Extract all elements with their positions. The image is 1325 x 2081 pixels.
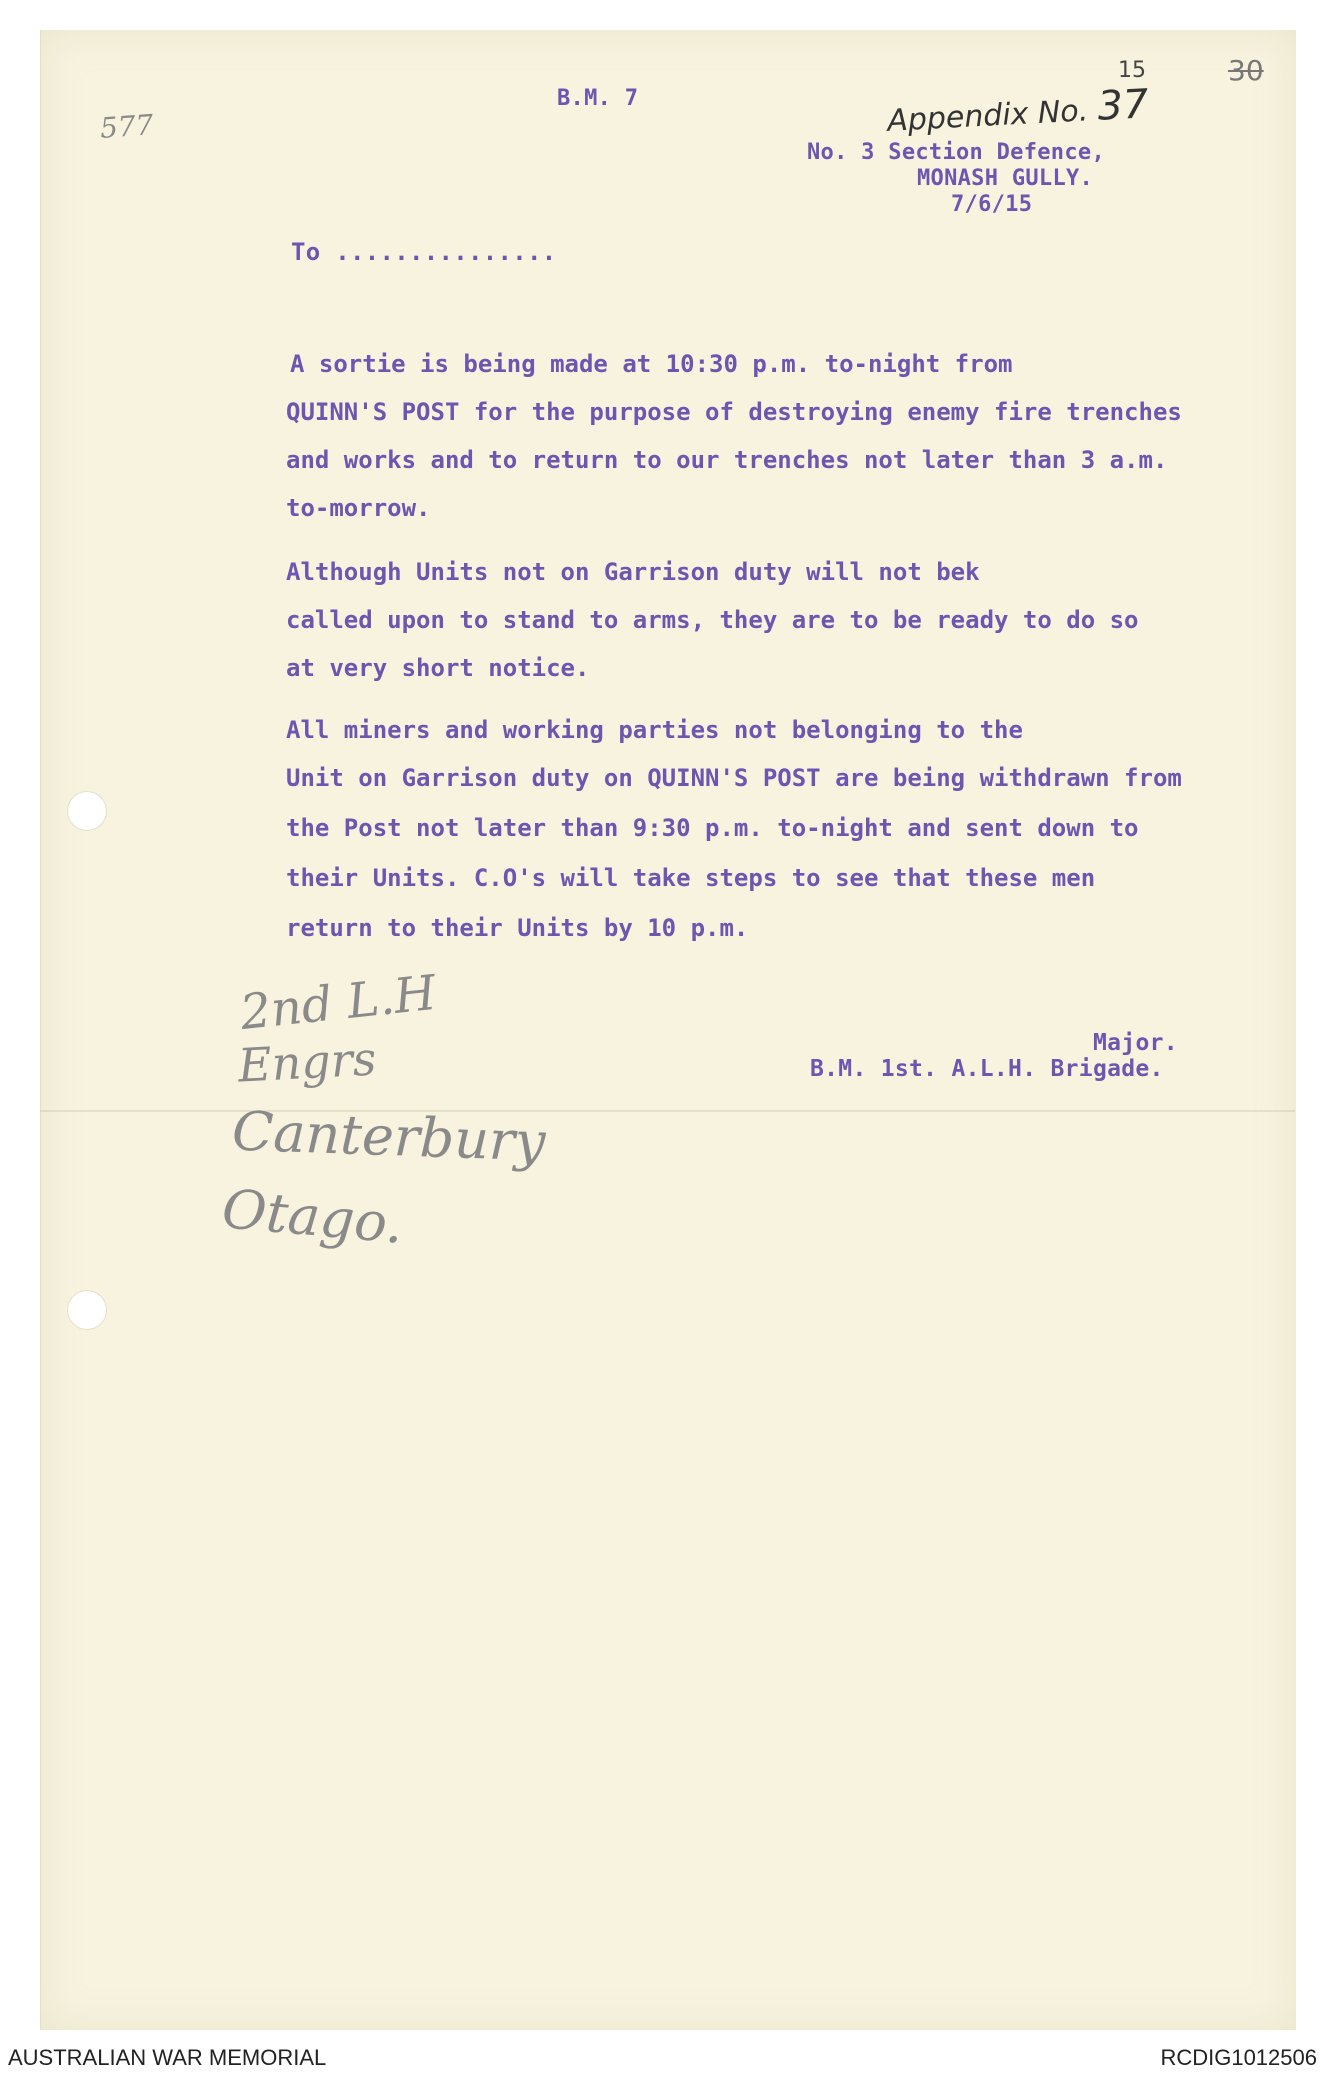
handwritten-addressee: Canterbury [230, 1099, 547, 1174]
punch-hole [67, 1290, 107, 1330]
page-number: 15 [1118, 58, 1146, 83]
signature-rank: Major. [1093, 1030, 1178, 1056]
body-line: All miners and working parties not belonging to the [286, 716, 1023, 744]
document-date: 7/6/15 [951, 192, 1033, 217]
paper-fold-line [40, 1110, 1295, 1112]
body-line: their Units. C.O's will take steps to see that these men [286, 864, 1096, 892]
body-line: QUINN'S POST for the purpose of destroying enemy fire trenches [286, 398, 1182, 426]
appendix-number: 37 [1096, 81, 1150, 130]
signature-title: B.M. 1st. A.L.H. Brigade. [810, 1056, 1164, 1082]
body-line: Although Units not on Garrison duty will not bek [286, 558, 980, 586]
body-line: the Post not later than 9:30 p.m. to-night and sent down to [286, 814, 1139, 842]
footer-identifier: RCDIG1012506 [1160, 2045, 1317, 2070]
body-line: called upon to stand to arms, they are to be ready to do so [286, 606, 1139, 634]
struck-page-number: 30 [1228, 54, 1264, 87]
address-line-2: MONASH GULLY. [917, 166, 1094, 191]
handwritten-addressee: 2nd L.H [237, 964, 439, 1042]
punch-hole [67, 791, 107, 831]
handwritten-addressee: Otago. [219, 1177, 406, 1256]
to-line: To ............... [291, 238, 557, 266]
body-line: Unit on Garrison duty on QUINN'S POST are being withdrawn from [286, 764, 1182, 792]
body-line: return to their Units by 10 p.m. [286, 914, 749, 942]
margin-note: 577 [98, 108, 155, 145]
body-line: to-morrow. [286, 494, 431, 522]
footer-source: AUSTRALIAN WAR MEMORIAL [8, 2045, 327, 2070]
appendix-label: Appendix No. [886, 93, 1090, 139]
address-line-1: No. 3 Section Defence, [807, 140, 1105, 165]
body-line: and works and to return to our trenches not later than 3 a.m. [286, 446, 1168, 474]
handwritten-addressee: Engrs [236, 1031, 378, 1093]
body-line: A sortie is being made at 10:30 p.m. to-night from [290, 350, 1013, 378]
body-line: at very short notice. [286, 654, 590, 682]
document-reference: B.M. 7 [557, 86, 639, 111]
